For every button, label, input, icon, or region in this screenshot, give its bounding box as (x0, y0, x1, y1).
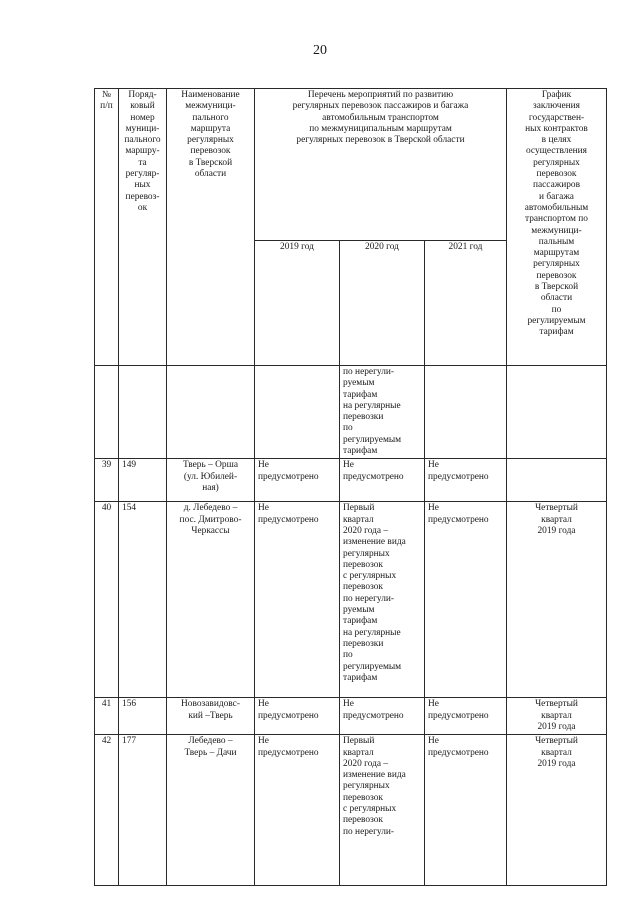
header-year-2019: 2019 год (255, 241, 340, 366)
table-row (95, 735, 607, 886)
header-measures: Перечень мероприятий по развитию регулярных перевозок пассажиров и багажа автомобильным транспортом по межмуниципальным маршрутам регулярных перевозок в Тверской области (255, 89, 507, 241)
page-number: 20 (313, 43, 327, 58)
header-schedule: График заключения государствен- ных контрактов в целях осуществления регулярных перевозок пассажиров и багажа автомобильным транспортом по межмуници- пальным маршрутам регулярных перевозок в Тверской области по регулируемым тарифам (507, 89, 607, 366)
cell-2019: Не предусмотрено (255, 698, 340, 735)
cell-route-number (119, 366, 167, 459)
cell-2019: Не предусмотрено (255, 502, 340, 698)
cell-route-number: 154 (119, 502, 167, 698)
header-num: № п/п (95, 89, 119, 366)
cell-route-number: 177 (119, 735, 167, 886)
cell-route-name (167, 366, 255, 459)
cell-2021: Не предусмотрено (425, 459, 507, 502)
cell-2021: Не предусмотрено (425, 502, 507, 698)
cell-schedule (507, 459, 607, 502)
header-route-number: Поряд- ковый номер муници- пального маршру- та регуляр- ных перевоз- ок (119, 89, 167, 366)
cell-2019: Не предусмотрено (255, 459, 340, 502)
header-year-2021: 2021 год (425, 241, 507, 366)
table-row (95, 502, 607, 698)
cell-schedule: Четвертый квартал 2019 года (507, 698, 607, 735)
routes-table (94, 88, 607, 886)
cell-num: 39 (95, 459, 119, 502)
cell-2020: Первый квартал 2020 года – изменение вида регулярных перевозок с регулярных перевозок по нерегули- (340, 735, 425, 886)
cell-route-number: 149 (119, 459, 167, 502)
cell-num (95, 366, 119, 459)
cell-2020: Не предусмотрено (340, 459, 425, 502)
cell-schedule: Четвертый квартал 2019 года (507, 502, 607, 698)
cell-num: 41 (95, 698, 119, 735)
cell-2020: Первый квартал 2020 года – изменение вида регулярных перевозок с регулярных перевозок по нерегули- руемым тарифам на регулярные перевозки по регулируемым тарифам (340, 502, 425, 698)
cell-schedule (507, 366, 607, 459)
cell-num: 40 (95, 502, 119, 698)
cell-2021 (425, 366, 507, 459)
cell-route-number: 156 (119, 698, 167, 735)
cell-2020: Не предусмотрено (340, 698, 425, 735)
cell-2019: Не предусмотрено (255, 735, 340, 886)
table-row (95, 366, 607, 459)
cell-2019 (255, 366, 340, 459)
header-row-1 (95, 89, 607, 241)
table-row (95, 459, 607, 502)
cell-route-name: Новозавидовс- кий –Тверь (167, 698, 255, 735)
cell-schedule: Четвертый квартал 2019 года (507, 735, 607, 886)
table-row (95, 698, 607, 735)
cell-2021: Не предусмотрено (425, 698, 507, 735)
cell-num: 42 (95, 735, 119, 886)
header-route-name: Наименование межмуници- пального маршрута регулярных перевозок в Тверской области (167, 89, 255, 366)
cell-route-name: д. Лебедево – пос. Дмитрово- Черкассы (167, 502, 255, 698)
cell-2021: Не предусмотрено (425, 735, 507, 886)
cell-route-name: Тверь – Орша (ул. Юбилей- ная) (167, 459, 255, 502)
header-year-2020: 2020 год (340, 241, 425, 366)
cell-2020: по нерегули- руемым тарифам на регулярные перевозки по регулируемым тарифам (340, 366, 425, 459)
cell-route-name: Лебедево – Тверь – Дачи (167, 735, 255, 886)
